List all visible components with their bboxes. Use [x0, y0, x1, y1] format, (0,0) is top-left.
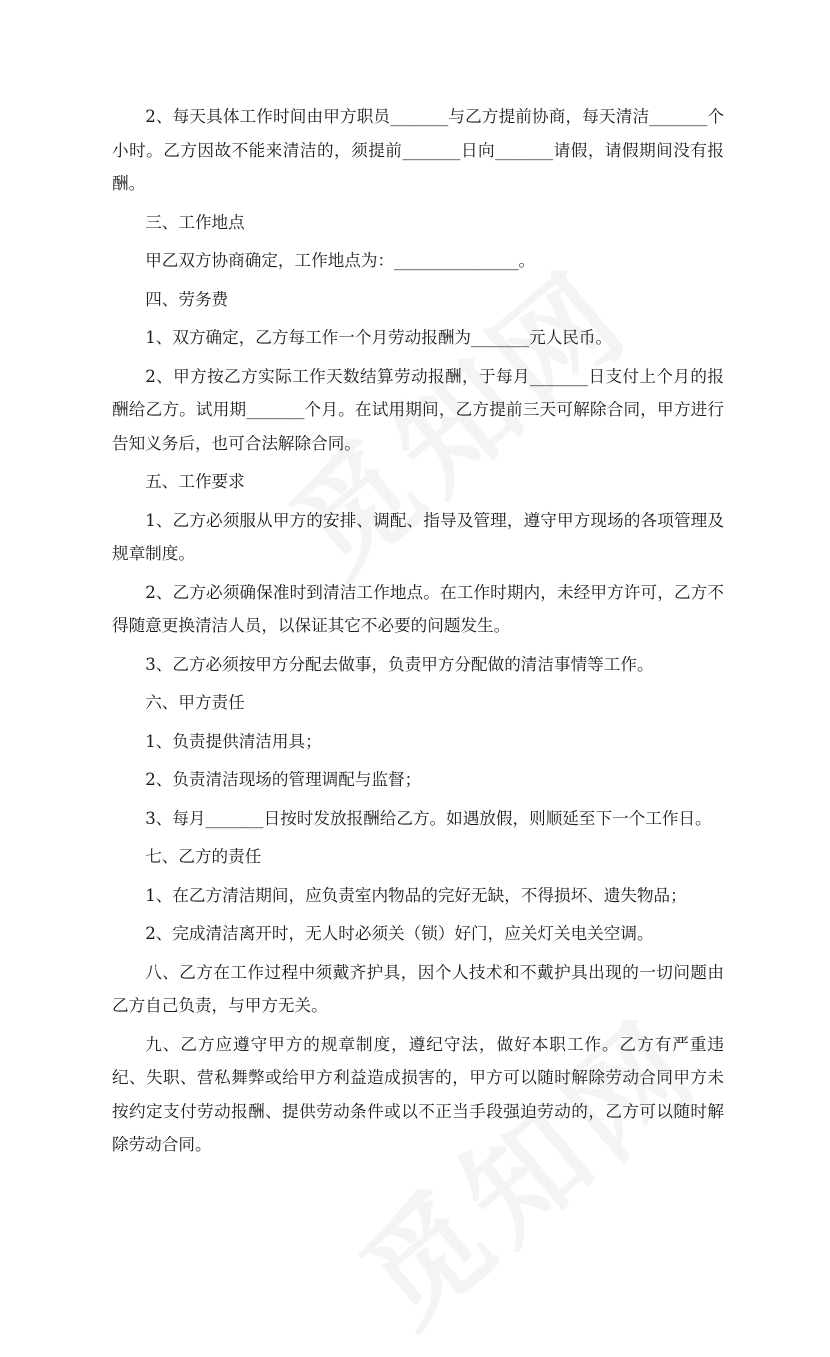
- clause-assigned-work: 3、乙方必须按甲方分配去做事，负责甲方分配做的清洁事情等工作。: [145, 654, 654, 674]
- clause-work-location: 甲乙双方协商确定，工作地点为：_______________。: [145, 251, 536, 270]
- clause-property-care: 1、在乙方清洁期间，应负责室内物品的完好无缺，不得损坏、遗失物品；: [145, 885, 687, 905]
- clause-supervision: 2、负责清洁现场的管理调配与监督；: [145, 770, 422, 789]
- section-heading-work-location: 三、工作地点: [145, 212, 245, 232]
- clause-monthly-pay: 1、双方确定，乙方每工作一个月劳动报酬为_______元人民币。: [145, 328, 613, 347]
- clause-protective-gear: 八、乙方在工作过程中须戴齐护具，因个人技术和不戴护具出现的一切问题由乙方自己负责，与甲方无关。: [112, 962, 724, 1015]
- clause-obey-management: 1、乙方必须服从甲方的安排、调配、指导及管理，遵守甲方现场的各项管理及规章制度。: [112, 510, 724, 563]
- section-heading-work-requirements: 五、工作要求: [145, 472, 245, 491]
- clause-rules-termination: 九、乙方应遵守甲方的规章制度，遵纪守法，做好本职工作。乙方有严重违纪、失职、营私舞弊或给甲方利益造成损害的，甲方可以随时解除劳动合同甲方未按约定支付劳动报酬、提供劳动条件或以不正当手段强迫劳动的，乙方可以随时解除劳动合同。: [112, 1034, 724, 1154]
- clause-pay-settlement: 2、甲方按乙方实际工作天数结算劳动报酬，于每月_______日支付上个月的报酬给乙方。试用期_______个月。在试用期间，乙方提前三天可解除合同，甲方进行告知义务后，也可合法解除合同。: [112, 366, 724, 453]
- section-heading-party-a-duties: 六、甲方责任: [145, 693, 245, 712]
- clause-provide-tools: 1、负责提供清洁用具；: [145, 731, 322, 751]
- clause-work-time: 2、每天具体工作时间由甲方职员_______与乙方提前协商，每天清洁_______个小时。乙方因故不能来清洁的，须提前_______日向_______请假，请假期间没有报酬。: [112, 107, 724, 193]
- section-heading-party-b-duties: 七、乙方的责任: [145, 847, 262, 866]
- clause-punctuality: 2、乙方必须确保准时到清洁工作地点。在工作时期内，未经甲方许可，乙方不得随意更换清洁人员，以保证其它不必要的问题发生。: [112, 582, 724, 635]
- clause-pay-date: 3、每月_______日按时发放报酬给乙方。如遇放假，则顺延至下一个工作日。: [145, 808, 712, 828]
- document-body: [112, 100, 724, 1167]
- clause-closing-up: 2、完成清洁离开时，无人时必须关（锁）好门，应关灯关电关空调。: [145, 924, 654, 943]
- section-heading-labor-fee: 四、劳务费: [145, 289, 229, 309]
